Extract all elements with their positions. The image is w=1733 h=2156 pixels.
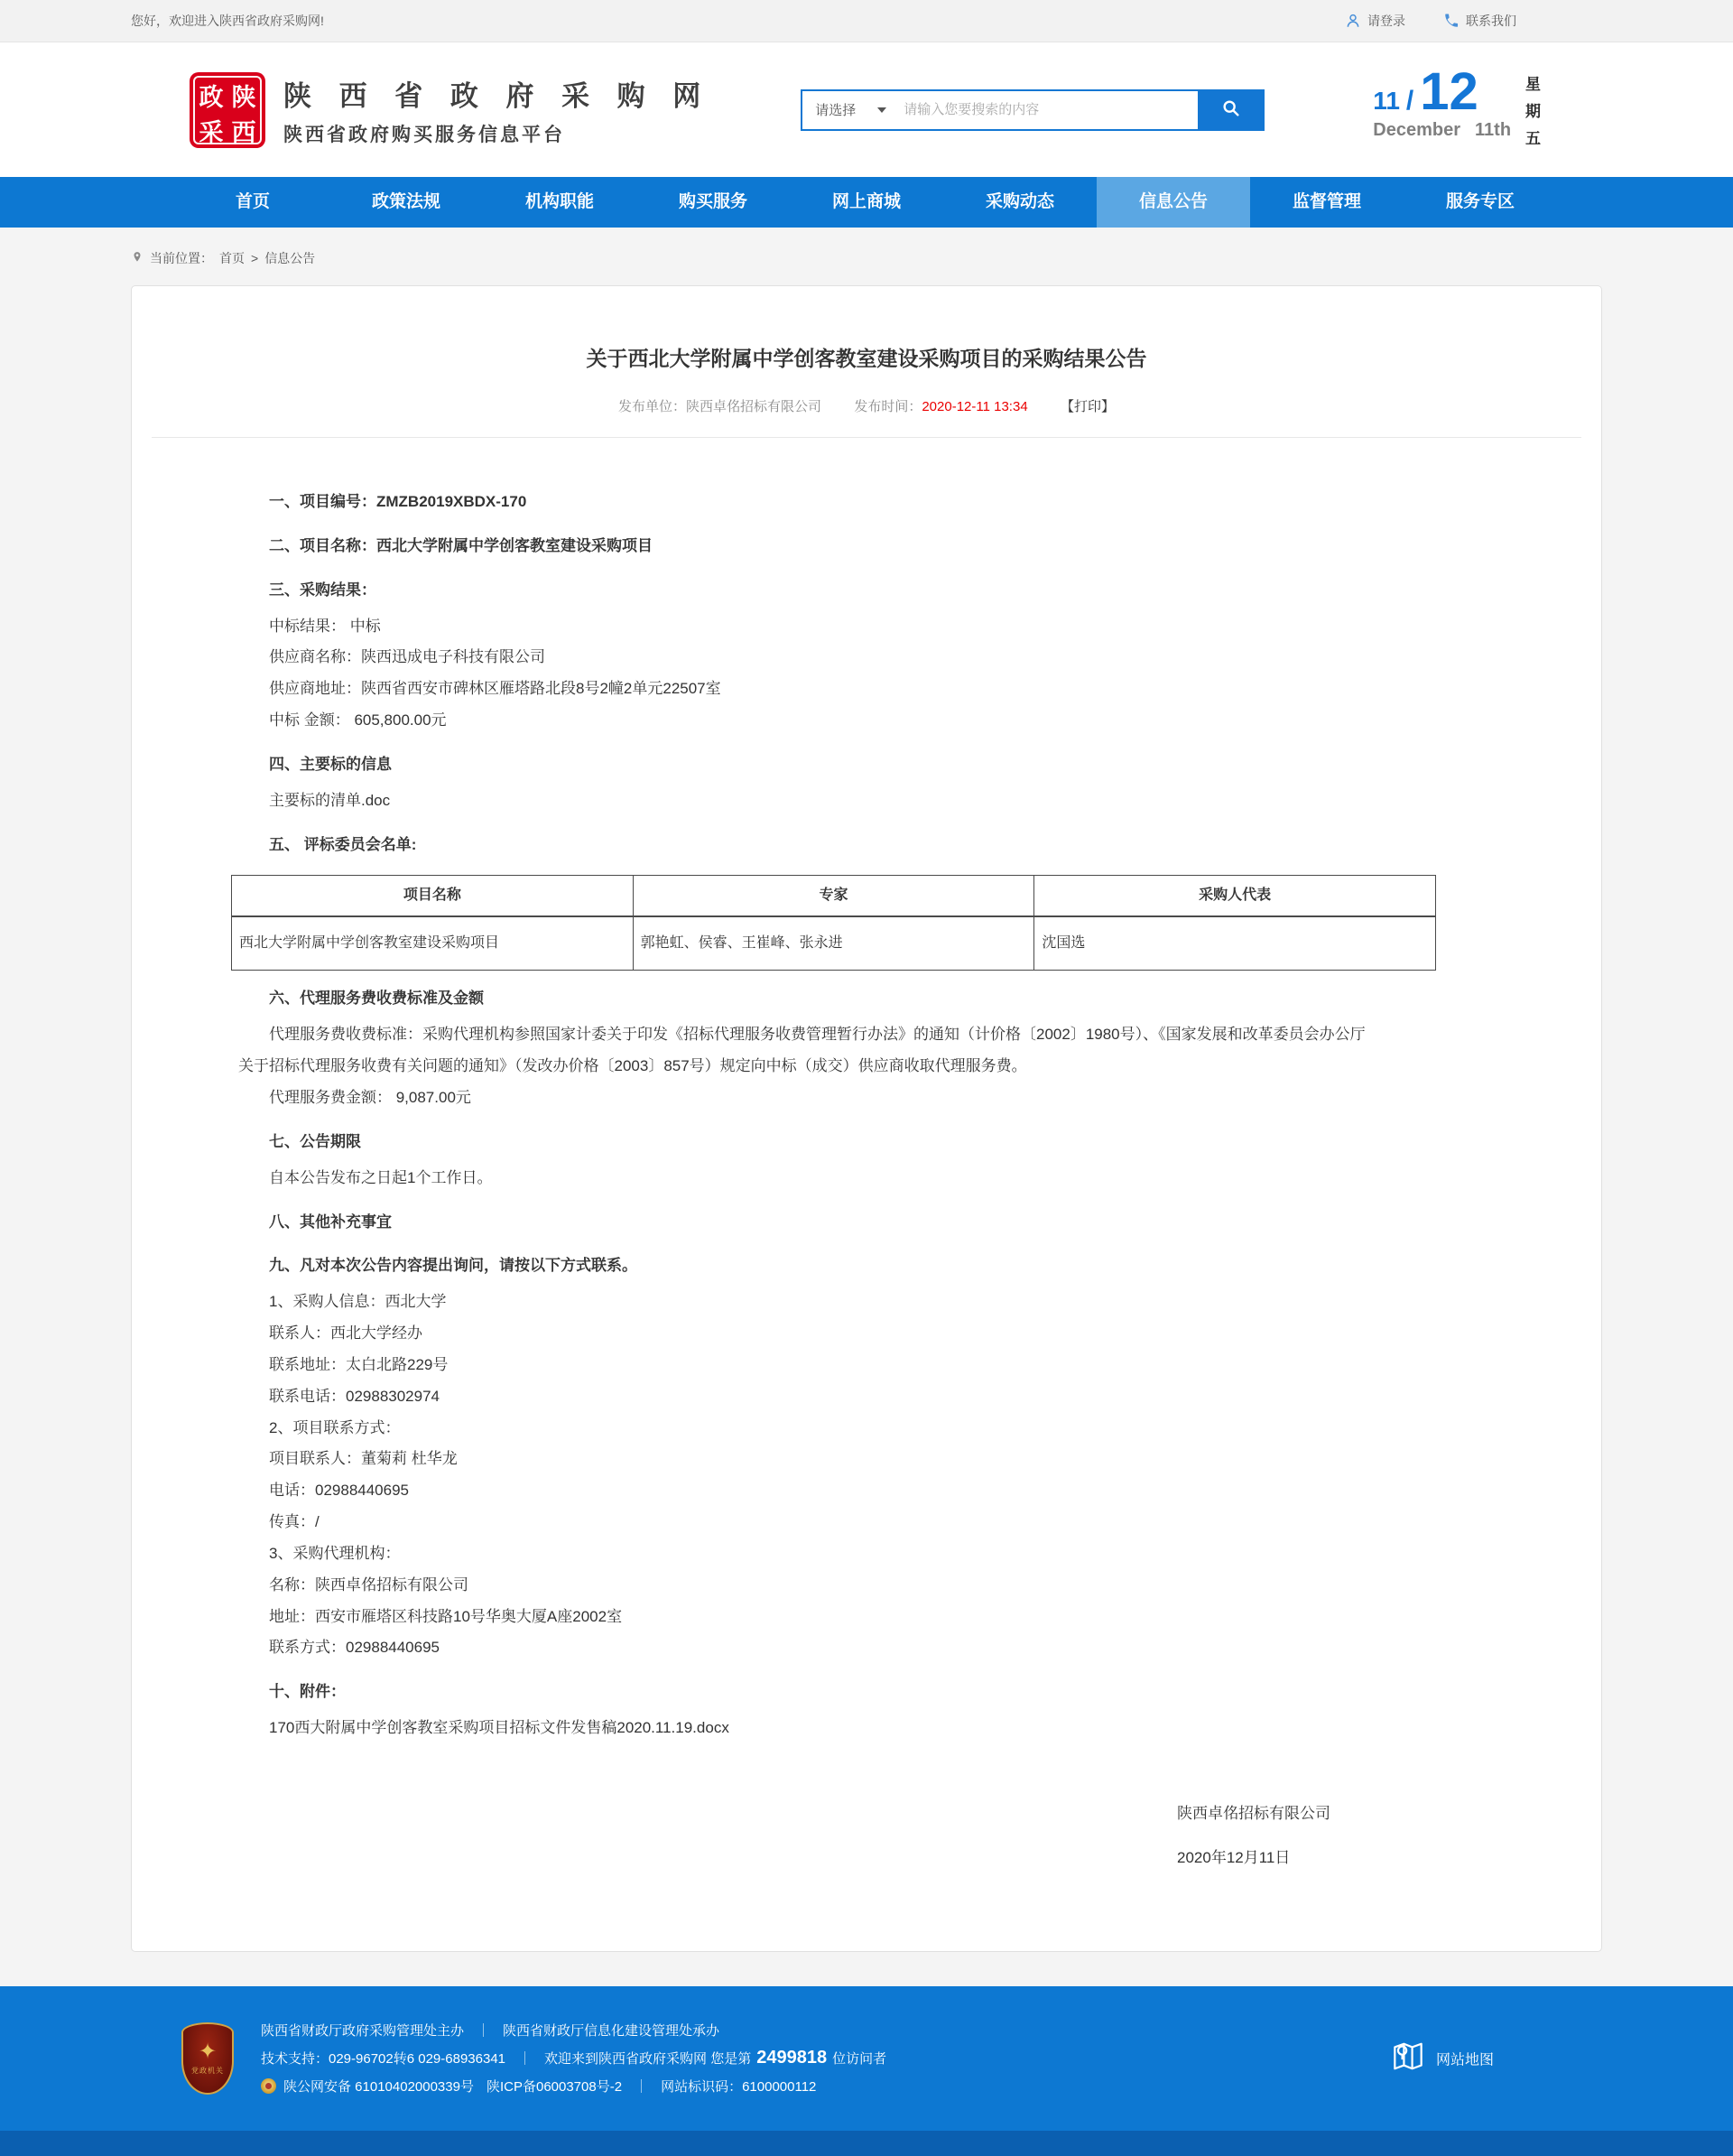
user-icon: [1345, 13, 1361, 29]
section-6-heading: 六、代理服务费收费标准及金额: [269, 990, 484, 1008]
contact-label: 联系我们: [1466, 14, 1516, 28]
print-button[interactable]: 【打印】: [1061, 399, 1116, 414]
police-badge-icon: [261, 2078, 276, 2094]
logo-seal-char: 陕: [231, 83, 256, 111]
breadcrumb: [131, 228, 1602, 285]
table-header-experts: 专家: [633, 876, 1034, 916]
search-icon: [1221, 98, 1241, 121]
evaluation-committee-table: [231, 875, 1436, 971]
search-button[interactable]: [1198, 89, 1265, 131]
topbar-actions: [1345, 12, 1516, 30]
topbar-greeting: 您好，欢迎进入陕西省政府采购网!: [131, 14, 324, 28]
date-widget: [1373, 62, 1542, 152]
badge-emblem: ✦: [198, 2039, 218, 2064]
visitor-count: 2499818: [756, 2048, 828, 2068]
contact-line: 3、采购代理机构：: [269, 1544, 401, 1562]
footer-text-block: [261, 2012, 886, 2104]
nav-item-procurement-news[interactable]: 采购动态: [985, 192, 1054, 211]
badge-label: 党政机关: [191, 2066, 224, 2075]
footer-bottom-strip: [0, 2131, 1733, 2156]
site-titles: [283, 73, 710, 147]
date-day-ordinal: 11th: [1475, 120, 1512, 141]
breadcrumb-home[interactable]: 首页: [219, 251, 245, 265]
date-month-name: December: [1373, 120, 1461, 141]
announcement-period-line: 自本公告发布之日起1个工作日。: [269, 1168, 493, 1186]
sitemap-label: 网站地图: [1435, 2052, 1494, 2068]
footer-welcome: [544, 2048, 886, 2068]
publish-time-value: 2020-12-11 13:34: [922, 399, 1028, 414]
publisher-label: 发布单位：: [617, 399, 686, 414]
site-code: 网站标识码：6100000112: [661, 2079, 817, 2096]
visitor-prefix: 欢迎来到陕西省政府采购网 您是第: [544, 2051, 752, 2068]
footer-organizer: 陕西省财政厅信息化建设管理处承办: [503, 2023, 720, 2040]
contact-line: 2、项目联系方式：: [269, 1418, 401, 1436]
nav-item-announcements[interactable]: 信息公告: [1097, 177, 1250, 228]
footer-separator: ｜: [518, 2051, 533, 2068]
date-numbers-block: [1373, 62, 1512, 152]
site-logo[interactable]: [190, 72, 265, 148]
contact-line: 1、采购人信息：西北大学: [269, 1293, 447, 1311]
nav-item-purchase-services[interactable]: 购买服务: [678, 192, 747, 211]
subject-list-doc[interactable]: 主要标的清单.doc: [269, 791, 391, 809]
footer-beian-row: [261, 2077, 886, 2096]
government-badge-icon: [181, 2022, 234, 2095]
logo-seal-grid: [193, 76, 262, 144]
supplier-name-line: 供应商名称：陕西迅成电子科技有限公司: [269, 648, 545, 666]
contact-link[interactable]: [1443, 12, 1516, 30]
main-area: [0, 228, 1733, 1986]
cell-experts: 郭艳虹、侯睿、王崔峰、张永进: [633, 916, 1034, 971]
contact-line: 联系地址：太白北路229号: [269, 1355, 449, 1373]
signature-date: 2020年12月11日: [1177, 1849, 1291, 1867]
supplier-address-line: 供应商地址：陕西省西安市碑林区雁塔路北段8号2幢2单元22507室: [269, 680, 721, 698]
date-day-number: 12: [1420, 62, 1478, 122]
login-label: 请登录: [1367, 14, 1405, 28]
date-numbers: [1373, 62, 1511, 122]
award-amount-line: 中标 金额： 605,800.00元: [269, 711, 447, 730]
article-meta: [132, 396, 1601, 415]
topbar: [0, 0, 1733, 42]
location-pin-icon: [131, 250, 144, 267]
section-3-heading: 三、采购结果：: [269, 581, 376, 599]
section-5-heading: 五、 评标委员会名单:: [269, 835, 417, 853]
table-header-row: [232, 876, 1436, 916]
cell-project-name: 西北大学附属中学创客教室建设采购项目: [232, 916, 634, 971]
visitor-suffix: 位访问者: [832, 2051, 887, 2068]
nav-item-supervision[interactable]: 监督管理: [1292, 192, 1361, 211]
icp-number[interactable]: 陕ICP备06003708号-2: [486, 2079, 623, 2096]
phone-icon: [1443, 13, 1460, 29]
section-10-heading: 十、附件：: [269, 1683, 346, 1701]
weekday-char: 五: [1525, 129, 1542, 147]
public-security-beian-link[interactable]: [261, 2077, 474, 2096]
signature-company: 陕西卓佲招标有限公司: [1177, 1805, 1330, 1822]
section-9-heading: 九、凡对本次公告内容提出询问，请按以下方式联系。: [269, 1257, 637, 1275]
agency-fee-amount: 代理服务费金额： 9,087.00元: [269, 1088, 471, 1106]
breadcrumb-label: 当前位置：: [150, 251, 213, 265]
search-box: [801, 89, 1265, 131]
date-month-number: 11: [1373, 87, 1400, 116]
article-body: [132, 438, 1601, 1881]
announcement-card: [131, 285, 1602, 1952]
logo-seal-char: 西: [231, 118, 256, 146]
chevron-down-icon: [877, 107, 886, 113]
contact-line: 传真：/: [269, 1513, 320, 1531]
login-link[interactable]: [1345, 12, 1405, 30]
table-row: [232, 916, 1436, 971]
date-text: [1373, 120, 1511, 141]
contact-line: 联系人：西北大学经办: [269, 1324, 422, 1343]
nav-item-policies[interactable]: 政策法规: [371, 192, 440, 211]
contact-line: 项目联系人：董菊莉 杜华龙: [269, 1450, 458, 1468]
search-select-value: 请选择: [815, 103, 857, 118]
section-7-heading: 七、公告期限: [269, 1132, 361, 1150]
footer-host: 陕西省财政厅政府采购管理处主办: [261, 2023, 465, 2040]
nav-item-online-mall[interactable]: 网上商城: [831, 192, 901, 211]
section-1-project-number: 一、项目编号：ZMZB2019XBDX-170: [269, 493, 527, 510]
logo-seal-char: 采: [199, 118, 224, 146]
beian-number: 陕公网安备 61010402000339号: [283, 2079, 474, 2096]
date-weekday: [1525, 67, 1541, 152]
weekday-char: 期: [1525, 103, 1542, 121]
footer-support-row: [261, 2048, 886, 2068]
nav-item-service-zone[interactable]: 服务专区: [1445, 192, 1515, 211]
table-header-project: 项目名称: [232, 876, 634, 916]
attachment-link[interactable]: 170西大附属中学创客教室采购项目招标文件发售稿2020.11.19.docx: [269, 1719, 729, 1737]
footer-separator: ｜: [635, 2079, 649, 2096]
table-header-purchaser-rep: 采购人代表: [1034, 876, 1436, 916]
contact-line: 联系电话：02988302974: [269, 1387, 440, 1405]
logo-seal-char: 政: [199, 83, 224, 111]
section-4-heading: 四、主要标的信息: [269, 755, 392, 773]
weekday-char: 星: [1525, 76, 1542, 94]
footer-separator: ｜: [477, 2023, 491, 2040]
agency-fee-standard: 代理服务费收费标准：采购代理机构参照国家计委关于印发《招标代理服务收费管理暂行办法》的通知（计价格〔2002〕1980号）、《国家发展和改革委员会办公厅关于招标代理服务收费有关问题的通知》（发改办价格〔2003〕857号）规定向中标（成交）供应商收取代理服务费。: [238, 1026, 1366, 1075]
site-footer: [0, 1986, 1733, 2156]
sitemap-link[interactable]: [1388, 2036, 1494, 2080]
map-icon: [1388, 2036, 1428, 2080]
cell-purchaser-rep: 沈国选: [1034, 916, 1436, 971]
breadcrumb-current[interactable]: 信息公告: [264, 251, 316, 265]
section-2-project-name: 二、项目名称：西北大学附属中学创客教室建设采购项目: [269, 536, 653, 554]
search-input[interactable]: [904, 91, 1198, 129]
section-8-heading: 八、其他补充事宜: [269, 1213, 392, 1231]
footer-tech-support: 技术支持：029-96702转6 029-68936341: [261, 2051, 506, 2068]
nav-item-home[interactable]: 首页: [235, 192, 270, 211]
contact-line: 电话：02988440695: [269, 1482, 410, 1500]
contact-line: 联系方式：02988440695: [269, 1639, 440, 1657]
contact-line: 名称：陕西卓佲招标有限公司: [269, 1575, 468, 1594]
breadcrumb-separator: >: [251, 251, 259, 265]
site-title: 陕 西 省 政 府 采 购 网: [283, 79, 711, 112]
publish-time-label: 发布时间：: [854, 399, 922, 414]
site-subtitle: 陕西省政府购买服务信息平台: [283, 124, 565, 145]
nav-item-functions[interactable]: 机构职能: [524, 192, 594, 211]
main-nav: [0, 177, 1733, 228]
contact-line: 地址：西安市雁塔区科技路10号华奥大厦A座2002室: [269, 1607, 623, 1625]
footer-hosts-row: [261, 2021, 886, 2040]
signature-block: [1177, 1791, 1348, 1881]
result-line: 中标结果： 中标: [269, 617, 381, 635]
search-category-select[interactable]: [802, 91, 904, 129]
page-title: 关于西北大学附属中学创客教室建设采购项目的采购结果公告: [586, 347, 1147, 370]
publisher-value: 陕西卓佲招标有限公司: [685, 399, 821, 414]
site-header: [0, 42, 1733, 177]
date-separator: /: [1405, 86, 1414, 116]
